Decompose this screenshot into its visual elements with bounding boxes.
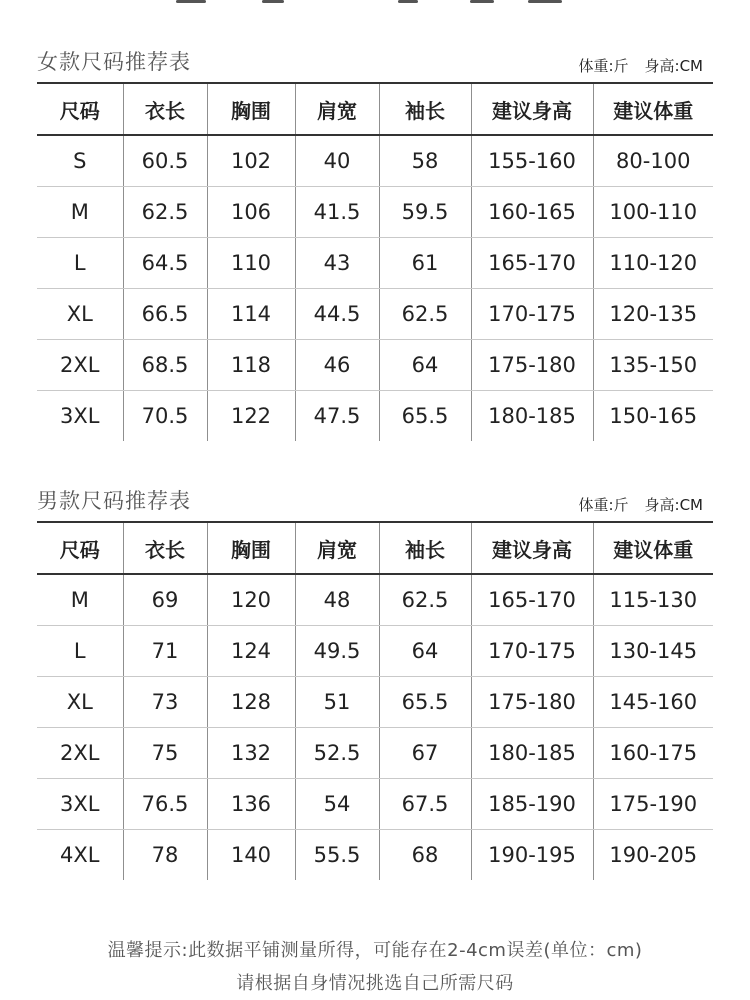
table-cell: 175-180 (471, 677, 593, 728)
women-col-header: 建议身高 (471, 84, 593, 135)
table-cell: 68 (379, 830, 471, 881)
men-section-header (37, 477, 713, 523)
table-cell: 110 (207, 238, 295, 289)
table-cell: 160-175 (593, 728, 713, 779)
women-unit-height: 身高:CM (644, 57, 703, 75)
men-size-section (37, 477, 713, 880)
table-cell: 102 (207, 135, 295, 187)
table-cell: 175-180 (471, 340, 593, 391)
table-cell: 61 (379, 238, 471, 289)
table-cell: 48 (295, 574, 379, 626)
size-label-cell: 2XL (37, 340, 123, 391)
size-label-cell: L (37, 238, 123, 289)
note-line-1: 温馨提示:此数据平铺测量所得，可能存在2-4cm误差(单位：cm) (107, 940, 643, 961)
table-cell: 70.5 (123, 391, 207, 442)
table-cell: 140 (207, 830, 295, 881)
table-cell: 190-205 (593, 830, 713, 881)
note-line-2: 请根据自身情况挑选自己所需尺码 (236, 973, 514, 994)
table-cell: 130-145 (593, 626, 713, 677)
women-header-row (37, 84, 713, 135)
table-row (37, 830, 713, 881)
women-col-header: 建议体重 (593, 84, 713, 135)
table-cell: 55.5 (295, 830, 379, 881)
table-cell: 135-150 (593, 340, 713, 391)
size-label-cell: M (37, 574, 123, 626)
table-cell: 65.5 (379, 391, 471, 442)
table-cell: 180-185 (471, 391, 593, 442)
table-cell: 44.5 (295, 289, 379, 340)
women-section-header (37, 38, 713, 84)
table-cell: 120-135 (593, 289, 713, 340)
table-cell: 128 (207, 677, 295, 728)
table-cell: 67 (379, 728, 471, 779)
women-col-header: 尺码 (37, 84, 123, 135)
men-col-header: 袖长 (379, 523, 471, 574)
table-row (37, 626, 713, 677)
men-col-header: 尺码 (37, 523, 123, 574)
table-cell: 76.5 (123, 779, 207, 830)
table-row (37, 677, 713, 728)
table-cell: 100-110 (593, 187, 713, 238)
table-cell: 165-170 (471, 238, 593, 289)
men-units (578, 494, 703, 515)
table-cell: 124 (207, 626, 295, 677)
table-cell: 51 (295, 677, 379, 728)
table-cell: 106 (207, 187, 295, 238)
women-section-title: 女款尺码推荐表 (37, 50, 191, 74)
men-unit-height: 身高:CM (644, 496, 703, 514)
women-units (578, 55, 703, 76)
table-cell: 68.5 (123, 340, 207, 391)
table-cell: 155-160 (471, 135, 593, 187)
size-label-cell: 3XL (37, 779, 123, 830)
table-cell: 185-190 (471, 779, 593, 830)
table-row (37, 238, 713, 289)
men-header-row (37, 523, 713, 574)
table-cell: 59.5 (379, 187, 471, 238)
men-col-header: 建议体重 (593, 523, 713, 574)
table-cell: 122 (207, 391, 295, 442)
size-label-cell: S (37, 135, 123, 187)
table-cell: 64.5 (123, 238, 207, 289)
men-section-title: 男款尺码推荐表 (37, 489, 191, 513)
men-col-header: 胸围 (207, 523, 295, 574)
table-cell: 170-175 (471, 289, 593, 340)
table-cell: 80-100 (593, 135, 713, 187)
table-cell: 115-130 (593, 574, 713, 626)
men-size-table (37, 523, 713, 880)
table-row (37, 574, 713, 626)
table-cell: 73 (123, 677, 207, 728)
women-unit-weight: 体重:斤 (578, 57, 629, 75)
table-cell: 43 (295, 238, 379, 289)
table-cell: 65.5 (379, 677, 471, 728)
size-label-cell: XL (37, 289, 123, 340)
table-cell: 120 (207, 574, 295, 626)
table-row (37, 391, 713, 442)
table-cell: 62.5 (379, 289, 471, 340)
table-cell: 64 (379, 626, 471, 677)
women-col-header: 袖长 (379, 84, 471, 135)
table-row (37, 187, 713, 238)
women-size-table (37, 84, 713, 441)
table-cell: 150-165 (593, 391, 713, 442)
size-label-cell: 4XL (60, 843, 100, 867)
table-cell: 145-160 (593, 677, 713, 728)
men-col-header: 建议身高 (471, 523, 593, 574)
table-cell: 58 (379, 135, 471, 187)
women-size-section (37, 38, 713, 441)
table-cell: 67.5 (379, 779, 471, 830)
table-cell: 66.5 (123, 289, 207, 340)
size-label-cell: 2XL (37, 728, 123, 779)
top-crop-strip (0, 0, 750, 12)
men-col-header: 肩宽 (295, 523, 379, 574)
men-unit-weight: 体重:斤 (578, 496, 629, 514)
table-cell: 175-190 (593, 779, 713, 830)
men-col-header: 衣长 (123, 523, 207, 574)
table-cell: 54 (295, 779, 379, 830)
table-cell: 110-120 (593, 238, 713, 289)
table-cell: 62.5 (379, 574, 471, 626)
women-col-header: 肩宽 (295, 84, 379, 135)
table-cell: 75 (123, 728, 207, 779)
table-cell: 160-165 (471, 187, 593, 238)
table-cell: 118 (207, 340, 295, 391)
table-cell: 47.5 (295, 391, 379, 442)
table-cell: 190-195 (471, 830, 593, 881)
table-cell: 71 (123, 626, 207, 677)
table-cell: 41.5 (295, 187, 379, 238)
table-cell: 78 (123, 830, 207, 881)
table-cell: 64 (379, 340, 471, 391)
women-col-header: 衣长 (123, 84, 207, 135)
table-cell: 40 (295, 135, 379, 187)
table-cell: 170-175 (471, 626, 593, 677)
table-cell: 69 (123, 574, 207, 626)
table-cell: 132 (207, 728, 295, 779)
table-cell: 180-185 (471, 728, 593, 779)
table-cell: 46 (295, 340, 379, 391)
table-cell: 49.5 (295, 626, 379, 677)
table-row (37, 779, 713, 830)
table-cell: 165-170 (471, 574, 593, 626)
size-label-cell: XL (37, 677, 123, 728)
table-row (37, 340, 713, 391)
table-cell: 62.5 (123, 187, 207, 238)
table-row (37, 289, 713, 340)
table-cell: 60.5 (123, 135, 207, 187)
size-label-cell: L (37, 626, 123, 677)
women-col-header: 胸围 (207, 84, 295, 135)
table-cell: 136 (207, 779, 295, 830)
table-row (37, 728, 713, 779)
size-label-cell: 3XL (60, 404, 100, 428)
size-label-cell: M (37, 187, 123, 238)
table-cell: 52.5 (295, 728, 379, 779)
table-cell: 114 (207, 289, 295, 340)
table-row (37, 135, 713, 187)
